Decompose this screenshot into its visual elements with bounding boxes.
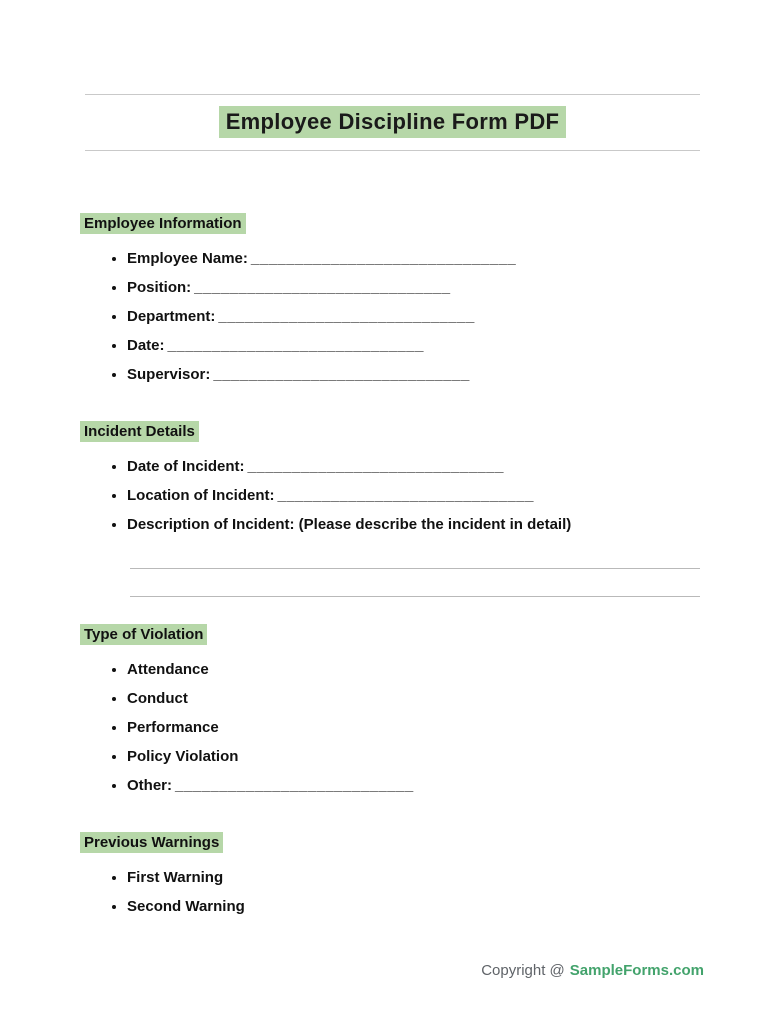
- list-item: [127, 719, 702, 737]
- section-heading-incident-details: Incident Details: [80, 421, 199, 442]
- page-title: Employee Discipline Form PDF: [219, 106, 567, 138]
- section-heading-type-of-violation: Type of Violation: [80, 624, 207, 645]
- section-heading-previous-warnings: Previous Warnings: [80, 832, 223, 853]
- section-incident-details: [80, 421, 702, 597]
- list-item: [127, 748, 702, 766]
- list-item: [127, 308, 702, 326]
- item-label: Conduct: [127, 690, 188, 707]
- write-in-line: _____________________________: [247, 458, 504, 475]
- brand-link[interactable]: SampleForms.com: [569, 962, 704, 979]
- list-item: [127, 690, 702, 708]
- write-in-line: _____________________________: [167, 337, 424, 354]
- write-in-line: ___________________________: [175, 777, 414, 794]
- write-in-line: _____________________________: [277, 487, 534, 504]
- list-item: [127, 458, 702, 476]
- section-type-of-violation: [80, 624, 702, 795]
- list-item: [127, 487, 702, 505]
- divider-bottom: [85, 150, 700, 151]
- write-in-line: _____________________________: [194, 279, 451, 296]
- list-item: [127, 898, 702, 916]
- item-label: Attendance: [127, 661, 209, 678]
- description-write-in-area: [130, 568, 702, 597]
- list-item: [127, 777, 702, 795]
- list-item: [127, 661, 702, 679]
- section-heading-employee-information: Employee Information: [80, 213, 246, 234]
- list-item: [127, 366, 702, 384]
- blank-line: [130, 596, 700, 597]
- list-item: [127, 250, 702, 268]
- item-label: Department:: [127, 308, 216, 325]
- item-label: Employee Name:: [127, 250, 248, 267]
- list-item: [127, 279, 702, 297]
- type-of-violation-list: [80, 661, 702, 795]
- copyright-text: Copyright @: [481, 962, 565, 979]
- item-label: Position:: [127, 279, 192, 296]
- form-content: [80, 213, 702, 916]
- previous-warnings-list: [80, 869, 702, 916]
- list-item: [127, 337, 702, 355]
- item-label: Supervisor:: [127, 366, 211, 383]
- item-label: Date:: [127, 337, 165, 354]
- item-label: Date of Incident:: [127, 458, 245, 475]
- item-label: Second Warning: [127, 898, 245, 915]
- write-in-line: _____________________________: [218, 308, 475, 325]
- write-in-line: _____________________________: [213, 366, 470, 383]
- footer: [481, 962, 704, 979]
- blank-line: [130, 568, 700, 569]
- item-label: Policy Violation: [127, 748, 239, 765]
- list-item: [127, 516, 702, 534]
- item-label: Other:: [127, 777, 172, 794]
- title-block: [85, 94, 700, 151]
- section-previous-warnings: [80, 832, 702, 916]
- title-row: [85, 95, 700, 150]
- item-label: Description of Incident: (Please describe the incident in detail): [127, 516, 572, 533]
- write-in-line: ______________________________: [250, 250, 517, 267]
- employee-information-list: [80, 250, 702, 384]
- incident-details-list: [80, 458, 702, 534]
- item-label: Location of Incident:: [127, 487, 275, 504]
- item-label: Performance: [127, 719, 219, 736]
- item-label: First Warning: [127, 869, 224, 886]
- list-item: [127, 869, 702, 887]
- section-employee-information: [80, 213, 702, 384]
